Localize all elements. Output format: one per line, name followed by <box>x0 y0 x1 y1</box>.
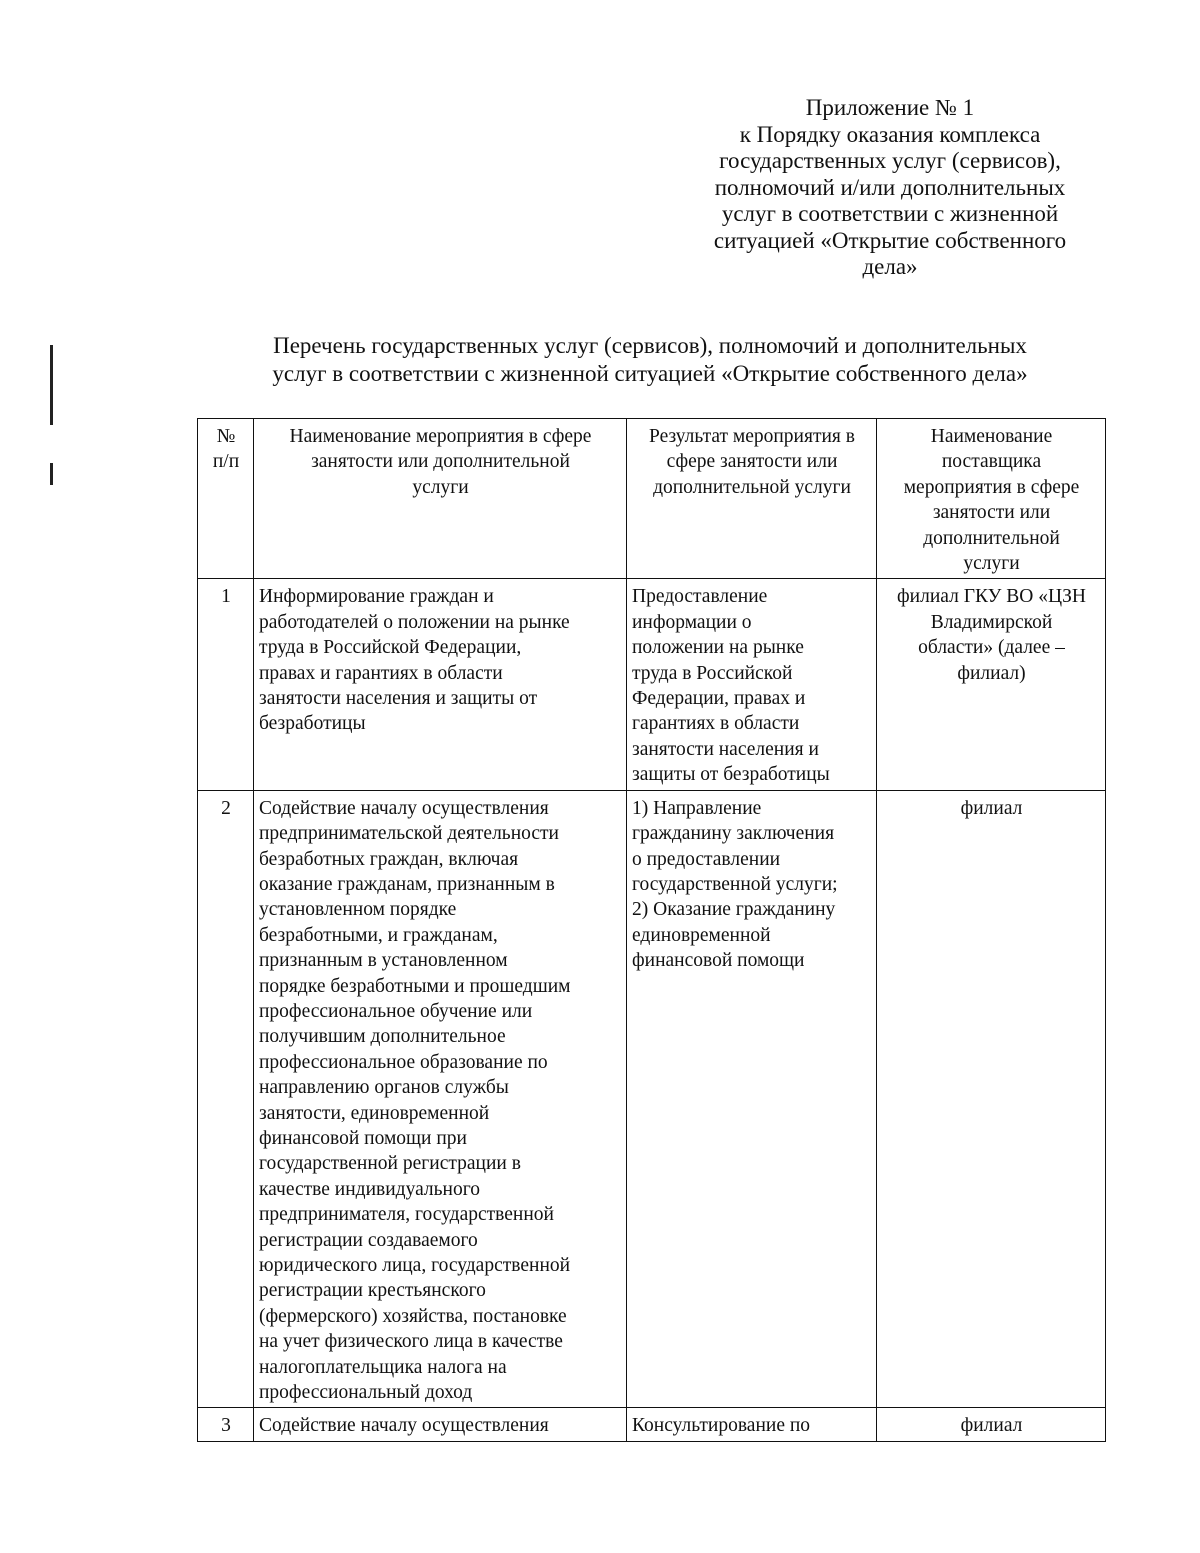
table-row <box>198 579 1106 790</box>
cell-text-line: занятости или <box>932 502 1051 524</box>
header-event-name <box>254 419 627 579</box>
provider-cell <box>877 1408 1106 1441</box>
scan-margin-mark <box>50 463 53 485</box>
cell-text-line: безработными, и гражданам, <box>259 924 498 946</box>
appendix-line: к Порядку оказания комплекса <box>739 121 1041 147</box>
cell-text-line: филиал ГКУ ВО «ЦЗН <box>897 586 1086 608</box>
cell-text-line: занятости, единовременной <box>259 1102 490 1124</box>
table-header-row <box>198 419 1106 579</box>
document-title <box>200 332 1100 387</box>
cell-text-line: труда в Российской <box>632 662 793 684</box>
cell-text-line: защиты от безработицы <box>632 764 830 786</box>
cell-text-line: предпринимательской деятельности <box>259 823 559 845</box>
cell-text-line: финансовой помощи <box>632 950 805 972</box>
row-number: 1 <box>198 579 254 790</box>
event-name-cell <box>254 790 627 1408</box>
cell-text-line: признанным в установленном <box>259 950 508 972</box>
cell-text-line: Консультирование по <box>632 1415 811 1437</box>
appendix-line: услуг в соответствии с жизненной <box>721 201 1059 226</box>
cell-text-line: безработицы <box>259 713 366 735</box>
event-result-cell <box>627 1408 877 1441</box>
cell-text-line: положении на рынке <box>632 637 804 659</box>
cell-text-line: услуги <box>963 553 1020 575</box>
cell-text-line: юридического лица, государственной <box>259 1255 571 1276</box>
cell-text-line: порядке безработными и прошедшим <box>259 975 571 997</box>
cell-text-line: установленном порядке <box>259 899 457 921</box>
appendix-line: государственных услуг (сервисов), <box>719 148 1061 173</box>
cell-text-line: сфере занятости или <box>666 451 838 473</box>
cell-text-line: качестве индивидуального <box>259 1178 480 1200</box>
cell-text-line: филиал <box>960 797 1023 819</box>
cell-text-line: гарантиях в области <box>632 713 800 735</box>
cell-text-line: государственной регистрации в <box>259 1153 521 1175</box>
cell-text-line: единовременной <box>632 924 771 946</box>
cell-text-line: о предоставлении <box>632 848 781 870</box>
cell-text-line: Предоставление <box>632 586 768 608</box>
header-provider <box>877 419 1106 579</box>
cell-text-line: оказание гражданам, признанным в <box>259 873 555 895</box>
cell-text-line: Содействие началу осуществления <box>259 797 549 819</box>
cell-text-line: Результат мероприятия в <box>649 426 855 447</box>
cell-text-line: Федерации, правах и <box>632 688 806 710</box>
row-number: 2 <box>198 790 254 1408</box>
cell-text-line: 2) Оказание гражданину <box>632 899 836 921</box>
table-row <box>198 1408 1106 1441</box>
title-line: услуг в соответствии с жизненной ситуацией «Открытие собственного дела» <box>272 360 1028 386</box>
cell-text-line: дополнительной <box>923 527 1060 549</box>
cell-text-line: филиал) <box>957 662 1026 684</box>
cell-text-line: профессиональное обучение или <box>259 1000 533 1022</box>
cell-text-line: финансовой помощи при <box>259 1127 467 1149</box>
row-number: 3 <box>198 1408 254 1441</box>
cell-text-line: области» (далее – <box>918 637 1065 659</box>
title-line: Перечень государственных услуг (сервисов), полномочий и дополнительных <box>273 333 1027 358</box>
cell-text-line: правах и гарантиях в области <box>259 662 503 684</box>
event-name-cell <box>254 1408 627 1441</box>
cell-text-line: налогоплательщика налога на <box>259 1356 507 1378</box>
cell-text-line: на учет физического лица в качестве <box>259 1331 563 1353</box>
appendix-line: ситуацией «Открытие собственного <box>713 227 1067 253</box>
event-name-cell <box>254 579 627 790</box>
cell-text-line: безработных граждан, включая <box>259 848 519 870</box>
cell-text-line: услуги <box>412 476 469 498</box>
cell-text-line: п/п <box>212 451 240 473</box>
cell-text-line: работодателей о положении на рынке <box>259 611 570 633</box>
cell-text-line: дополнительной услуги <box>653 476 851 498</box>
cell-text-line: поставщика <box>941 451 1042 473</box>
cell-text-line: Содействие началу осуществления <box>259 1415 549 1437</box>
table-row <box>198 790 1106 1408</box>
cell-text-line: гражданину заключения <box>632 823 835 845</box>
cell-text-line: государственной услуги; <box>632 873 838 895</box>
cell-text-line: мероприятия в сфере <box>903 476 1080 498</box>
cell-text-line: регистрации крестьянского <box>259 1280 486 1302</box>
cell-text-line: 1) Направление <box>632 797 762 819</box>
services-table <box>197 418 1106 1442</box>
scan-margin-mark <box>50 345 53 425</box>
cell-text-line: занятости населения и защиты от <box>259 688 538 710</box>
cell-text-line: (фермерского) хозяйства, постановке <box>259 1305 567 1327</box>
appendix-line: Приложение № 1 <box>805 95 975 120</box>
event-result-cell <box>627 790 877 1408</box>
cell-text-line: Наименование <box>930 426 1053 447</box>
cell-text-line: филиал <box>960 1415 1023 1437</box>
provider-cell <box>877 790 1106 1408</box>
header-number <box>198 419 254 579</box>
cell-text-line: Наименование мероприятия в сфере <box>289 426 592 447</box>
cell-text-line: № <box>216 426 236 447</box>
cell-text-line: предпринимателя, государственной <box>259 1204 554 1226</box>
header-event-result <box>627 419 877 579</box>
cell-text-line: Информирование граждан и <box>259 586 494 608</box>
cell-text-line: Владимирской <box>930 611 1053 633</box>
cell-text-line: информации о <box>632 611 752 633</box>
cell-text-line: регистрации создаваемого <box>259 1229 478 1251</box>
appendix-line: полномочий и/или дополнительных <box>714 174 1066 200</box>
cell-text-line: профессиональное образование по <box>259 1051 548 1073</box>
cell-text-line: направлению органов службы <box>259 1077 509 1099</box>
cell-text-line: профессиональный доход <box>259 1382 473 1404</box>
cell-text-line: получившим дополнительное <box>259 1026 506 1048</box>
provider-cell <box>877 579 1106 790</box>
cell-text-line: занятости населения и <box>632 738 819 760</box>
cell-text-line: занятости или дополнительной <box>311 451 570 473</box>
event-result-cell <box>627 579 877 790</box>
cell-text-line: труда в Российской Федерации, <box>259 637 522 659</box>
appendix-header <box>680 95 1100 281</box>
appendix-line: дела» <box>862 254 918 279</box>
